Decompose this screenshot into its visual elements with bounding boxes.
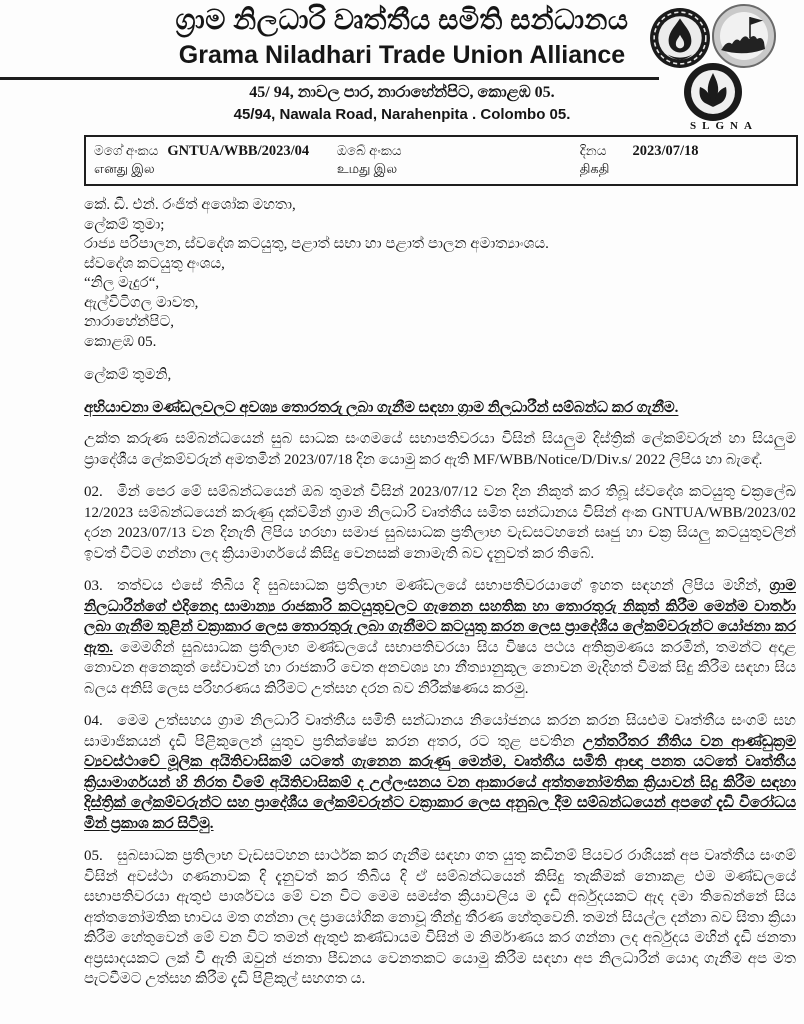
paragraph-number: 05. bbox=[84, 848, 103, 864]
date-value: 2023/07/18 bbox=[632, 143, 699, 159]
my-number-label-sinhala: මගේ අංකය bbox=[94, 143, 159, 158]
slgna-caption: SLGNA bbox=[690, 120, 758, 132]
organization-title-english: Grama Niladhari Trade Union Alliance bbox=[178, 41, 626, 69]
hand-leaf-logo-icon bbox=[683, 62, 743, 122]
flame-gear-logo-icon bbox=[649, 7, 711, 69]
paragraph-05 bbox=[84, 846, 796, 990]
recipient-line: ලේකම් තුමා; bbox=[84, 216, 165, 233]
paragraph-03 bbox=[84, 576, 796, 699]
header-divider bbox=[0, 77, 659, 80]
paragraph-02 bbox=[84, 482, 796, 564]
letter-body bbox=[84, 196, 796, 990]
recipient-line: “නිල මැදුර“, bbox=[84, 275, 160, 291]
paragraph-text: මෙම උත්සහය ග්‍රාම නිලධාරි වෘත්තීය සමිති සන්ධානය නියෝජනය කරන කරන සියළුම වෘත්තීය සංගම් සහ සාමාජිකයන් දැඩි පිළිකුලෙන් යුතුව ප්‍රතික්ෂේප කරන අතර, රට තුළ පවතින උත්තරීතර නීතිය වන ආණ්ඩුක්‍රම ව්‍යවස්ථාවේ මූලික අයිතිවාසිකම් යටතේ ගැනෙන කරුණු මෙන්ම, වෘත්තීය සමිති ආඥා පනත යටතේ වෘත්තීය ක්‍රියාමාර්ගයන් හි නිරත වීමේ අයිතිවාසිකම් ද උල්ලංඝනය වන ආකාරයේ අත්තනෝමතික ක්‍රියාවන් සිදු කිරීම සඳහා දිස්ත්‍රික් ලේකම්වරුන්ට සහ ප්‍රාදේශීය ලේකම්වරුන්ට වක්‍රාකාර ලෙස අනුබල දීම සම්බන්ධයෙන් අපගේ දැඩි විරෝධය මින් ප්‍රකාශ කර සිටිමු. bbox=[84, 713, 796, 832]
paragraph-text: සුබසාධක ප්‍රතිලාභ වැඩසටහන සාර්ථක කර ගැනීම සඳහා ගත යුතු කඩිනම් පියවර රාශියක් අප වෘත්තීය සංගම් විසින් අවස්ථා ගණනාවක දි දැනුවත් කර තිබිය දි ඒ සම්බන්ධයෙන් කිසිදු තැකීමක් නොකළ එම මණ්ඩලයේ සභාපතිවරයා ඇතුළු පාර්ශවය මේ වන විට මෙම සමස්ත ක්‍රියාවලිය ම දැඩි අර්බුදයකට ඇද දමා තිබෙන්නේ සිය අත්තනෝමතික භාවය මත ගන්නා ලද ප්‍රායෝගික නොවූ තීන්දු තීරණ හේතුවෙනි. තමන් සියල්ල දන්නා බව සිතා ක්‍රියා කිරීම හේතුවෙන් මේ වන විට තමන් ඇතුළු කණ්ඩායම විසින් ම නිර්මාණය කර ගන්නා ලද අර්බුදය මහින් දැඩි ජනතා අප්‍රසාදයකට ලක් වී ඇති ඔවුන් ජනතා පීඩනය වෙනතකට යොමු කිරීම සඳහා අප නිලධාරීන් යොදා ගැනීම අප මත පැටවීමට උත්සහ කිරීම දැඩි පිළිකුල් සහගත ය. bbox=[84, 848, 796, 987]
my-number-label-tamil: எனது இல bbox=[94, 161, 155, 176]
recipient-line: රාජ්‍ය පරිපාලන, ස්වදේශ කටයුතු, පළාත් සභා හා පළාත් පාලන අමාත්‍යාංශය. bbox=[84, 236, 549, 252]
recipient-line: නාරාහේන්පිට, bbox=[84, 314, 175, 330]
my-number-value: GNTUA/WBB/2023/04 bbox=[167, 143, 310, 159]
paragraph-number: 04. bbox=[84, 713, 103, 729]
crowd-flag-logo-icon bbox=[712, 4, 776, 68]
date-column bbox=[580, 142, 788, 178]
paragraph-number: 02. bbox=[84, 484, 103, 500]
recipient-line: කේ. ඩී. එන්. රංජිත් අශෝක මහතා, bbox=[84, 197, 296, 213]
your-number-label-tamil: உமது இல bbox=[336, 161, 398, 176]
paragraph-text: තත්වය එසේ තිබිය දි සුබසාධක ප්‍රතිලාභ මණ්ඩලයේ සභාපතිවරයාගේ ඉහත සඳහන් ලිපිය මහින්, ග්‍රාම නිලධාරීන්ගේ එදිනෙදා සාමාන්‍ය රාජකාරි කටයුතුවලට ගැනෙන සහතික හා තොරතුරු නිකුත් කිරීම මෙන්ම වාර්තා ලබා ගැනීම තුළින් වක්‍රාකාර ලෙස තොරතුරු ලබා ගැනීමට කටයුතු කරන ලෙස ප්‍රාදේශීය ලේකම්වරුන්ට යෝජනා කර ඇත. මෙමගින් සුබසාධක ප්‍රතිලාභ මණ්ඩලයේ සභාපතිවරයා සිය විෂය පථය අතික්‍රමණය කරමින්, තමන්ට අදාළ නොවන අනෙකුත් සේවාවන් හා රාජකාරි වෙත අනවශ්‍ය හා නීත්‍යානුකූල නොවන මැදිහත් විමක් සිදු කිරීම සඳහා සිය බලය අනිසි ලෙස පරිහරණය කිරීමට උත්සහ දරන බව නිරීක්ෂණය කරමු. bbox=[84, 578, 796, 697]
organization-title-sinhala: ග්‍රාම නිලධාරි වෘත්තීය සමිති සන්ධානය bbox=[175, 5, 629, 36]
paragraph-text: උක්ත කරුණ සම්බන්ධයෙන් සුබ සාධක සංගමයේ සභාපතිවරයා විසින් සියලුම දිස්ත්‍රික් ලේකම්වරුන් හා සියලුම ප්‍රාදේශීය ලේකම්වරුන් අමතමින් 2023/07/18 දින යොමු කර ඇති MF/WBB/Notice/D/Div.s/ 2022 ලිපිය හා බැඳේ. bbox=[84, 431, 796, 468]
letterhead bbox=[0, 0, 804, 135]
paragraph-04 bbox=[84, 711, 796, 834]
logo-cluster bbox=[642, 4, 804, 137]
your-number-label-sinhala: ඔබේ අංකය bbox=[336, 143, 402, 158]
my-number-column bbox=[94, 142, 337, 178]
recipient-line: කොළඹ 05. bbox=[84, 333, 157, 350]
address-english: 45/94, Nawala Road, Narahenpita . Colombo 05. bbox=[233, 106, 571, 123]
address-sinhala: 45/ 94, නාවල පාර, නාරාහේන්පිට, කොළඹ 05. bbox=[249, 84, 555, 101]
subject-line: අභියාචනා මණ්ඩලවලට අවශ්‍ය තොරතරු ලබා ගැනීම සඳහා ග්‍රාම නිලධාරීන් සම්බන්ධ කර ගැනීම. bbox=[84, 400, 679, 416]
paragraph-intro bbox=[84, 429, 796, 470]
date-label-tamil: திகதி bbox=[579, 161, 610, 176]
reference-box bbox=[84, 135, 798, 186]
your-number-column bbox=[337, 142, 580, 178]
recipient-address bbox=[84, 196, 796, 352]
date-label-sinhala: දිනය bbox=[579, 143, 607, 158]
recipient-line: ඇල්විටිගල මාවත, bbox=[84, 294, 199, 311]
salutation: ලේකම් තුමනි, bbox=[84, 367, 172, 383]
paragraph-number: 03. bbox=[84, 578, 103, 594]
paragraph-text: මින් පෙර මේ සම්බන්ධයෙන් ඔබ තුමන් විසින් 2023/07/12 වන දින නිකුත් කර තිබූ ස්වදේශ කටයුතු චක්‍රලේඛ 12/2023 සම්බන්ධයෙන් කරුණු දක්වමින් ග්‍රාම නිලධාරි වෘත්තීය සමිත සන්ධානය විසින් අංක GNTUA/WBB/2023/02 දරන 2023/07/13 වන දිනැති ලිපිය හරහා සමාජ සුබසාධක ප්‍රතිලාභ වැඩසටහනේ සෘජු හා චක්‍ර සියලු කටයුතුවලින් ඉවත් වීටම ගන්නා ලද ක්‍රියාමාර්ගයේ කිසිදු වෙනසක් නොමැති බව දැනුවත් කර තිබේ. bbox=[84, 484, 796, 562]
recipient-line: ස්වදේශ කටයුතු අංශය, bbox=[84, 255, 225, 272]
